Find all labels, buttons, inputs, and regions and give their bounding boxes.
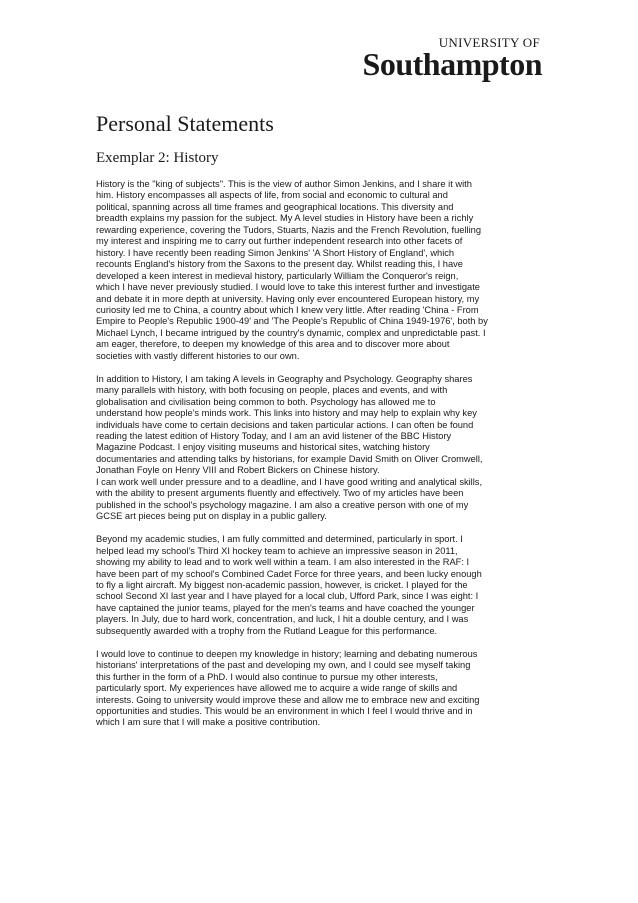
body-paragraph [96, 179, 546, 362]
text-line: Magazine Podcast. I enjoy visiting museums and historical sites, watching history [96, 442, 430, 453]
text-line: I can work well under pressure and to a deadline, and I have good writing and analytical skills, [96, 476, 483, 487]
text-line: showing my ability to lead and to work well within a team. I am also interested in the RAF: I [96, 557, 470, 568]
page-title: Personal Statements [96, 111, 274, 136]
text-line: helped lead my school's Third XI hockey team to achieve an impressive season in 2011, [96, 545, 458, 556]
text-line: published in the school's psychology magazine. I am also a creative person with one of my [96, 499, 469, 510]
text-line: history. I have recently been reading Simon Jenkins' 'A Short History of England', which [96, 247, 455, 258]
body-paragraph [96, 649, 546, 729]
text-line: In addition to History, I am taking A levels in Geography and Psychology. Geography shares [96, 373, 473, 384]
text-line: I would love to continue to deepen my knowledge in history; learning and debating numerous [96, 648, 478, 659]
text-line: Empire to People's Republic 1900-49' and 'The People's Republic of China 1949-1976', both by [96, 316, 488, 327]
text-line: reading the latest edition of History Today, and I am an avid listener of the BBC History [96, 431, 452, 442]
text-line: understand how people's minds work. This links into history and may help to explain why key [96, 408, 477, 419]
text-line: Beyond my academic studies, I am fully committed and determined, particularly in sport. I [96, 534, 463, 545]
text-line: recounts England's history from the Saxons to the present day. Whilst reading this, I have [96, 259, 463, 270]
text-line: GCSE art pieces being put on display in a public gallery. [96, 511, 327, 522]
text-line: players. In July, due to hard work, concentration, and luck, I hit a double century, and I was [96, 614, 469, 625]
text-line: have been part of my school's Combined Cadet Force for three years, and been lucky enough [96, 568, 482, 579]
text-line: breadth explains my passion for the subject. My A level studies in History have been a richly [96, 213, 474, 224]
text-line: History is the "king of subjects". This is the view of author Simon Jenkins, and I share it with [96, 179, 472, 189]
text-line: and debate it in more depth at university. Having only ever encountered European history, my [96, 293, 480, 304]
text-line: particularly sport. My experiences have allowed me to acquire a wide range of skills and [96, 683, 458, 694]
text-line: with the ability to present arguments fluently and effectively. Two of my articles have been [96, 488, 464, 499]
statement-body [96, 179, 546, 740]
university-logo [362, 35, 542, 82]
body-paragraph [96, 534, 546, 637]
logo-southampton: Southampton [362, 46, 542, 82]
text-line: documentaries and attending talks by historians, for example David Smith on Oliver Cromwell, [96, 453, 483, 464]
text-line: have captained the junior teams, played for the men's teams and have coached the younger [96, 602, 475, 613]
text-line: to fly a light aircraft. My biggest non-academic passion, however, is cricket. I played for the [96, 579, 468, 590]
exemplar-subtitle: Exemplar 2: History [96, 150, 219, 166]
logo-university-of: UNIVERSITY OF [438, 35, 540, 50]
text-line: which I have never previously studied. I would love to take this interest further and investigate [96, 282, 480, 293]
text-line: school Second XI last year and I have played for a local club, Ufford Park, since I was eight: I [96, 591, 479, 602]
text-line: am eager, therefore, to deepen my knowledge of this area and to discover more about [96, 339, 450, 350]
text-line: him. History encompasses all aspects of life, from social and economic to cultural and [96, 190, 448, 201]
text-line: which I am sure that I will make a positive contribution. [96, 717, 321, 728]
text-line: historians' interpretations of the past and developing my own, and I could see myself taking [96, 660, 471, 671]
text-line: Jonathan Foyle on Henry VIII and Robert Bickers on Chinese history. [96, 465, 380, 476]
text-line: Michael Lynch, I became intrigued by the country's dynamic, complex and unpredictable past. I [96, 327, 486, 338]
text-line: subsequently awarded with a trophy from the Rutland League for this performance. [96, 625, 438, 636]
text-line: political, spanning across all time frames and geographical locations. This diversity and [96, 201, 454, 212]
text-line: societies with vastly different histories to our own. [96, 350, 300, 361]
text-line: opportunities and studies. This would be an environment in which I feel I would thrive and in [96, 705, 473, 716]
text-line: many parallels with history, with both focusing on people, places and events, and with [96, 385, 448, 396]
text-line: globalisation and civilisation being common to both. Psychology has allowed me to [96, 396, 436, 407]
text-line: interests. Going to university would improve these and allow me to embrace new and exciting [96, 694, 480, 705]
text-line: this further in the form of a PhD. I would also continue to pursue my other interests, [96, 671, 438, 682]
text-line: developed a keen interest in medieval history, particularly William the Conqueror's reign, [96, 270, 459, 281]
text-line: rewarding experience, covering the Tudors, Stuarts, Nazis and the French Revolution, fuelling [96, 224, 481, 235]
text-line: my interest and inspiring me to carry out further independent research into other facets of [96, 236, 463, 247]
body-paragraph [96, 374, 546, 523]
text-line: individuals have come to certain decisions and taken particular actions. I can often be found [96, 419, 474, 430]
text-line: curiosity led me to China, a country about which I knew very little. After reading 'China - From [96, 304, 479, 315]
